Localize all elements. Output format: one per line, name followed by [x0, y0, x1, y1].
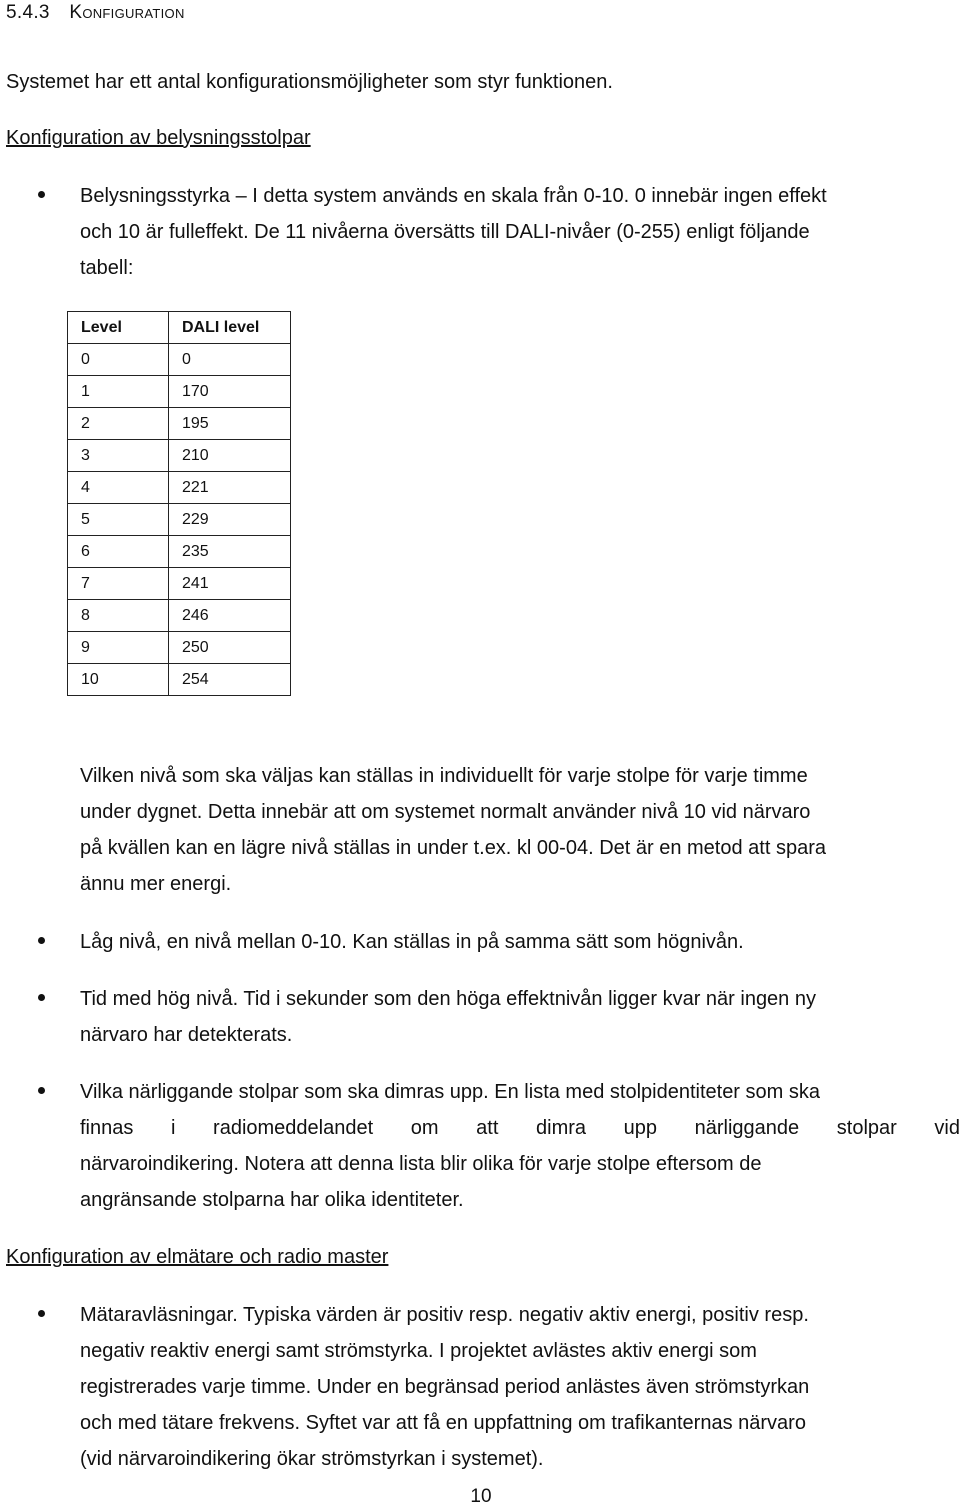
column-header-level: Level [68, 312, 169, 344]
subsection-heading-meters: Konfiguration av elmätare och radio master [6, 1246, 389, 1268]
bullet-line: Tid med hög nivå. Tid i sekunder som den höga effektnivån ligger kvar när ingen ny [80, 988, 816, 1010]
paragraph-line: ännu mer energi. [80, 873, 232, 895]
table-header-row [68, 312, 291, 344]
level-cell: 5 [68, 504, 169, 536]
table-row [68, 600, 291, 632]
intro-paragraph: Systemet har ett antal konfigurationsmöjligheter som styr funktionen. [6, 71, 613, 93]
table-row [68, 472, 291, 504]
section-number: 5.4.3 [6, 2, 50, 23]
dali-cell: 241 [169, 568, 291, 600]
table-row [68, 536, 291, 568]
page-number: 10 [470, 1486, 492, 1507]
bullet-icon [38, 937, 45, 944]
bullet-line: och med tätare frekvens. Syftet var att få en uppfattning om trafikanternas närvaro [80, 1412, 806, 1434]
bullet-line: finnas i radiomeddelandet om att dimra upp närliggande stolpar vid [80, 1117, 960, 1139]
level-schedule-paragraph [80, 758, 960, 902]
bullet-line: (vid närvaroindikering ökar strömstyrkan i systemet). [80, 1448, 544, 1470]
level-cell: 3 [68, 440, 169, 472]
bullet-line: tabell: [80, 257, 134, 279]
bullet-line: registrerades varje timme. Under en begränsad period anlästes även strömstyrkan [80, 1376, 810, 1398]
bullet-icon [38, 1087, 45, 1094]
table-row [68, 568, 291, 600]
level-cell: 1 [68, 376, 169, 408]
bullet-line: angränsande stolparna har olika identiteter. [80, 1189, 464, 1211]
table-row [68, 440, 291, 472]
level-cell: 10 [68, 664, 169, 696]
bullet-line: Mätaravläsningar. Typiska värden är positiv resp. negativ aktiv energi, positiv resp. [80, 1304, 809, 1326]
dali-cell: 254 [169, 664, 291, 696]
level-cell: 9 [68, 632, 169, 664]
table-row [68, 632, 291, 664]
level-cell: 0 [68, 344, 169, 376]
bullet-line: Låg nivå, en nivå mellan 0-10. Kan ställas in på samma sätt som högnivån. [80, 931, 744, 953]
bullet-line: Belysningsstyrka – I detta system används en skala från 0-10. 0 innebär ingen effekt [80, 185, 827, 207]
dali-cell: 235 [169, 536, 291, 568]
dali-cell: 170 [169, 376, 291, 408]
bullet-line: Vilka närliggande stolpar som ska dimras upp. En lista med stolpidentiteter som ska [80, 1081, 820, 1103]
section-title: Konfiguration [69, 2, 185, 23]
table-row [68, 408, 291, 440]
bullet-line: närvaroindikering. Notera att denna lista blir olika för varje stolpe eftersom de [80, 1153, 762, 1175]
bullet-line: och 10 är fulleffekt. De 11 nivåerna översätts till DALI-nivåer (0-255) enligt följande [80, 221, 810, 243]
table-row [68, 376, 291, 408]
table-row [68, 344, 291, 376]
column-header-dali-level: DALI level [169, 312, 291, 344]
dali-cell: 210 [169, 440, 291, 472]
dali-cell: 229 [169, 504, 291, 536]
bullet-icon [38, 1310, 45, 1317]
paragraph-line: under dygnet. Detta innebär att om systemet normalt använder nivå 10 vid närvaro [80, 801, 811, 823]
dali-cell: 246 [169, 600, 291, 632]
level-cell: 6 [68, 536, 169, 568]
level-cell: 4 [68, 472, 169, 504]
section-heading [6, 2, 185, 24]
bullet-line: närvaro har detekterats. [80, 1024, 293, 1046]
level-cell: 7 [68, 568, 169, 600]
bullet-icon [38, 191, 45, 198]
table-row [68, 504, 291, 536]
bullet-icon [38, 994, 45, 1001]
dali-level-table [67, 311, 291, 696]
dali-cell: 250 [169, 632, 291, 664]
level-cell: 2 [68, 408, 169, 440]
bullet-line: negativ reaktiv energi samt strömstyrka. I projektet avlästes aktiv energi som [80, 1340, 757, 1362]
dali-cell: 195 [169, 408, 291, 440]
paragraph-line: på kvällen kan en lägre nivå ställas in under t.ex. kl 00-04. Det är en metod att spara [80, 837, 826, 859]
paragraph-line: Vilken nivå som ska väljas kan ställas in individuellt för varje stolpe för varje timme [80, 765, 808, 787]
level-cell: 8 [68, 600, 169, 632]
dali-cell: 221 [169, 472, 291, 504]
dali-cell: 0 [169, 344, 291, 376]
subsection-heading-poles: Konfiguration av belysningsstolpar [6, 127, 311, 149]
table-row [68, 664, 291, 696]
